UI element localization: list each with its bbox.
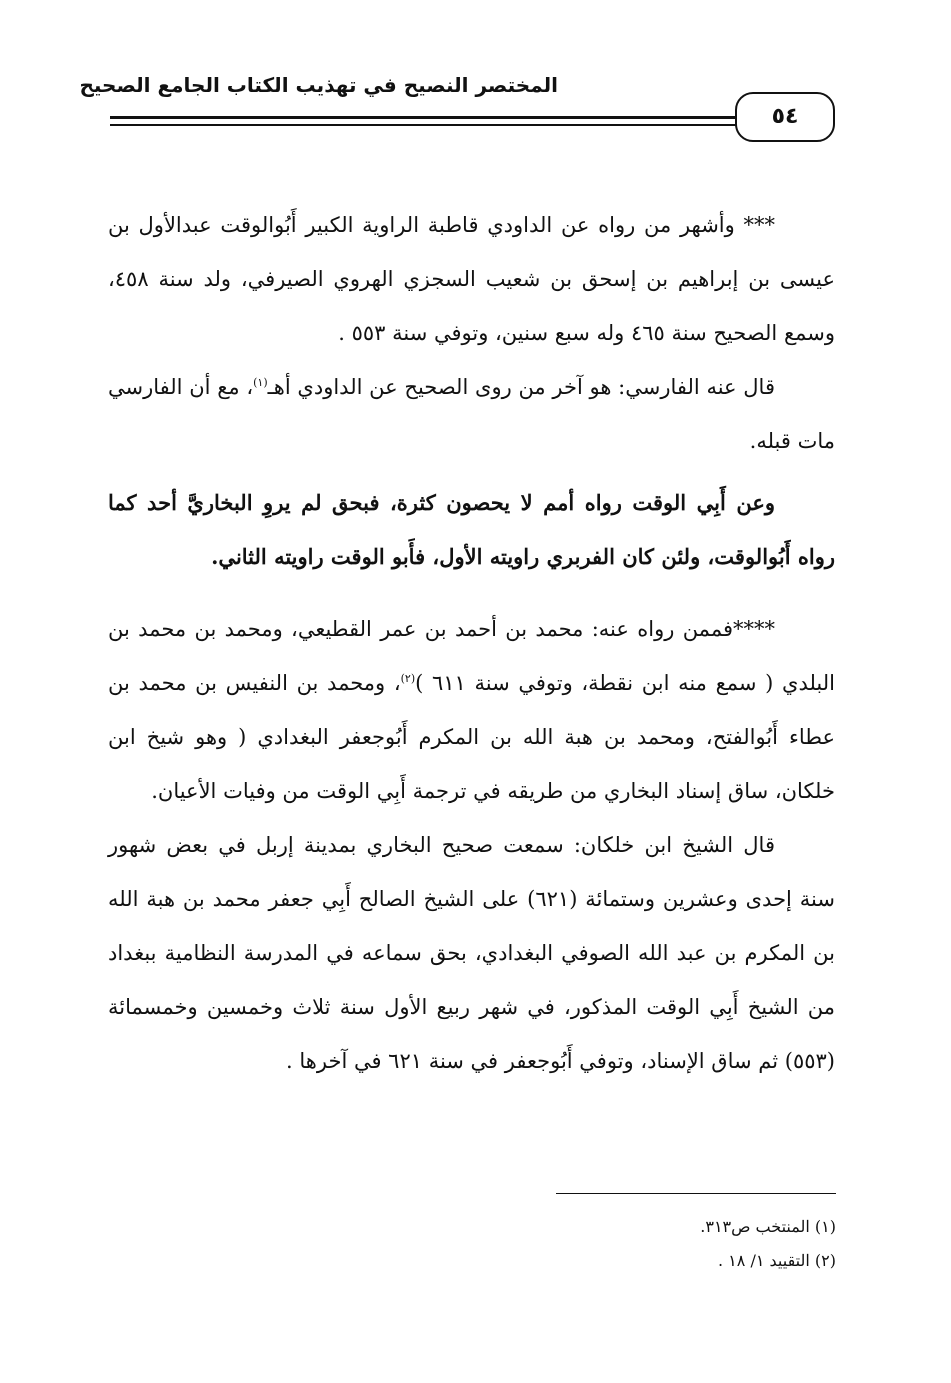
paragraph-gap <box>108 468 835 476</box>
body-text <box>108 198 835 1088</box>
paragraph-narrators-tail: ، ومحمد بن النفيس بن محمد بن عطاء أَبُوالفتح، ومحمد بن هبة الله بن المكرم أَبُوجعفر البغدادي ( وهو شيخ ابن خلكان، ساق إسناد البخاري من طريقه في ترجمة أَبِي الوقت من وفيات الأعيان. <box>108 671 835 803</box>
paragraph-narrators-list <box>108 602 835 818</box>
paragraph-transmitters: وعن أَبِي الوقت رواه أمم لا يحصون كثرة، فبحق لم يروِ البخاريَّ أحد كما رواه أَبُوالوقت، ولئن كان الفربري راويته الأول، فأَبو الوقت راويته الثاني. <box>108 490 835 569</box>
paragraph-ibn-khallikan: قال الشيخ ابن خلكان: سمعت صحيح البخاري بمدينة إربل في بعض شهور سنة إحدى وعشرين وستمائة (٦٢١) على الشيخ الصالح أَبِي جعفر محمد بن هبة الله بن المكرم بن عبد الله الصوفي البغدادي، بحق سماعه في المدرسة النظامية ببغداد من الشيخ أَبِي الوقت المذكور، في شهر ربيع الأول سنة ثلاث وخمسين وخمسمائة (٥٥٣) ثم ساق الإسناد، وتوفي أَبُوجعفر في سنة ٦٢١ في آخرها . <box>108 833 835 1073</box>
footnotes <box>436 1210 836 1278</box>
footnote-ref-2: (٢) <box>400 672 416 685</box>
footnote-2: (٢) التقييد ١/ ١٨ . <box>718 1251 836 1270</box>
paragraph-farisi-quote <box>108 360 835 468</box>
paragraph-farisi-text: قال عنه الفارسي: هو آخر من روى الصحيح عن الداودي أهـ <box>267 375 775 399</box>
footnote-ref-1: (١) <box>253 376 268 389</box>
footnote-separator <box>556 1193 836 1194</box>
footnote-1: (١) المنتخب ص٣١٣. <box>700 1217 836 1236</box>
paragraph-abulwaqt-intro: *** وأشهر من رواه عن الداودي قاطبة الراوية الكبير أَبُوالوقت عبدالأول بن عيسى بن إبراهيم بن إسحق بن شعيب السجزي الهروي الصيرفي، ولد سنة ٤٥٨، وسمع الصحيح سنة ٤٦٥ وله سبع سنين، وتوفي سنة ٥٥٣ . <box>108 213 835 345</box>
running-header-title: المختصر النصيح في تهذيب الكتاب الجامع الصحيح <box>79 73 558 97</box>
paragraph-narrators-text: ****فممن رواه عنه: محمد بن أحمد بن عمر القطيعي، ومحمد بن محمد بن البلدي ( سمع منه ابن نقطة، وتوفي سنة ٦١١ ) <box>108 617 835 695</box>
paragraph-gap <box>108 584 835 602</box>
page-number: ٥٤ <box>735 92 835 142</box>
paragraph-farisi-tail: ، مع أن الفارسي مات قبله. <box>108 375 835 453</box>
header-double-rule <box>110 116 736 126</box>
